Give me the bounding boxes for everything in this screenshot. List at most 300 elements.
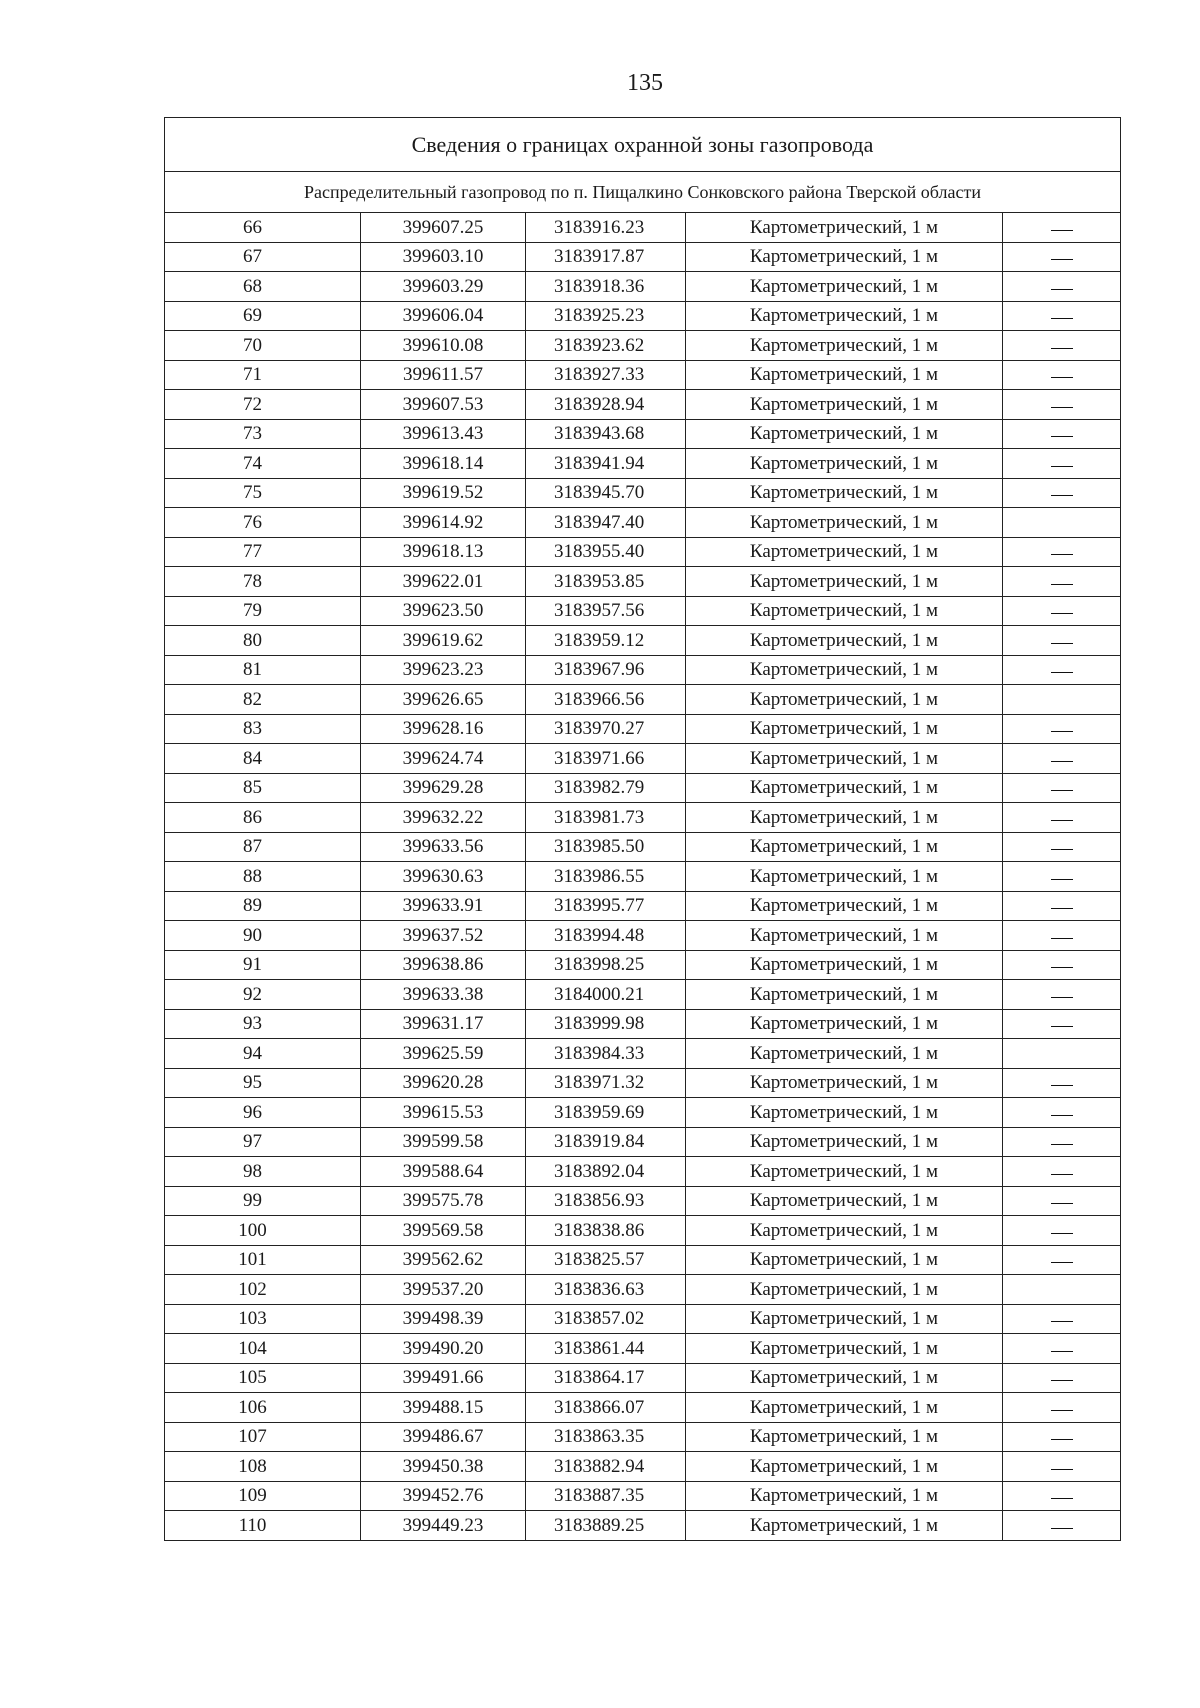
- dash-mark: [1051, 1410, 1073, 1411]
- note-cell: [1003, 862, 1121, 892]
- note-cell: [1003, 714, 1121, 744]
- table-row: [165, 1304, 1121, 1334]
- method-cell: Картометрический, 1 м: [686, 832, 1003, 862]
- note-cell: [1003, 478, 1121, 508]
- y-coordinate-cell: 3183838.86: [526, 1216, 686, 1246]
- dash-mark: [1051, 613, 1073, 614]
- method-cell: Картометрический, 1 м: [686, 1275, 1003, 1305]
- point-number-cell: 79: [165, 596, 361, 626]
- y-coordinate-cell: 3183892.04: [526, 1157, 686, 1187]
- dash-mark: [1051, 1144, 1073, 1145]
- method-cell: Картометрический, 1 м: [686, 1098, 1003, 1128]
- dash-mark: [1051, 318, 1073, 319]
- table-row: [165, 1098, 1121, 1128]
- note-cell: [1003, 1127, 1121, 1157]
- table-subtitle-row: [165, 172, 1121, 213]
- dash-mark: [1051, 643, 1073, 644]
- dash-mark: [1051, 731, 1073, 732]
- x-coordinate-cell: 399614.92: [361, 508, 526, 538]
- note-cell: [1003, 1009, 1121, 1039]
- method-cell: Картометрический, 1 м: [686, 1481, 1003, 1511]
- method-cell: Картометрический, 1 м: [686, 950, 1003, 980]
- point-number-cell: 96: [165, 1098, 361, 1128]
- y-coordinate-cell: 3183919.84: [526, 1127, 686, 1157]
- point-number-cell: 69: [165, 301, 361, 331]
- point-number-cell: 100: [165, 1216, 361, 1246]
- y-coordinate-cell: 3183995.77: [526, 891, 686, 921]
- point-number-cell: 109: [165, 1481, 361, 1511]
- x-coordinate-cell: 399450.38: [361, 1452, 526, 1482]
- table-row: [165, 331, 1121, 361]
- y-coordinate-cell: 3183943.68: [526, 419, 686, 449]
- note-cell: [1003, 921, 1121, 951]
- table-row: [165, 862, 1121, 892]
- y-coordinate-cell: 3183866.07: [526, 1393, 686, 1423]
- note-cell: [1003, 744, 1121, 774]
- y-coordinate-cell: 3183982.79: [526, 773, 686, 803]
- point-number-cell: 83: [165, 714, 361, 744]
- method-cell: Картометрический, 1 м: [686, 1216, 1003, 1246]
- point-number-cell: 87: [165, 832, 361, 862]
- note-cell: [1003, 891, 1121, 921]
- x-coordinate-cell: 399628.16: [361, 714, 526, 744]
- method-cell: Картометрический, 1 м: [686, 272, 1003, 302]
- table-row: [165, 1009, 1121, 1039]
- note-cell: [1003, 508, 1121, 538]
- note-cell: [1003, 950, 1121, 980]
- y-coordinate-cell: 3183998.25: [526, 950, 686, 980]
- method-cell: Картометрический, 1 м: [686, 1422, 1003, 1452]
- dash-mark: [1051, 436, 1073, 437]
- x-coordinate-cell: 399613.43: [361, 419, 526, 449]
- x-coordinate-cell: 399537.20: [361, 1275, 526, 1305]
- dash-mark: [1051, 1026, 1073, 1027]
- x-coordinate-cell: 399606.04: [361, 301, 526, 331]
- y-coordinate-cell: 3183986.55: [526, 862, 686, 892]
- x-coordinate-cell: 399607.53: [361, 390, 526, 420]
- method-cell: Картометрический, 1 м: [686, 1393, 1003, 1423]
- point-number-cell: 85: [165, 773, 361, 803]
- point-number-cell: 91: [165, 950, 361, 980]
- method-cell: Картометрический, 1 м: [686, 980, 1003, 1010]
- x-coordinate-cell: 399488.15: [361, 1393, 526, 1423]
- note-cell: [1003, 1452, 1121, 1482]
- table-row: [165, 1334, 1121, 1364]
- y-coordinate-cell: 3183941.94: [526, 449, 686, 479]
- point-number-cell: 86: [165, 803, 361, 833]
- x-coordinate-cell: 399490.20: [361, 1334, 526, 1364]
- note-cell: [1003, 567, 1121, 597]
- method-cell: Картометрический, 1 м: [686, 1334, 1003, 1364]
- note-cell: [1003, 832, 1121, 862]
- dash-mark: [1051, 230, 1073, 231]
- table-row: [165, 1452, 1121, 1482]
- point-number-cell: 76: [165, 508, 361, 538]
- point-number-cell: 97: [165, 1127, 361, 1157]
- y-coordinate-cell: 3183971.32: [526, 1068, 686, 1098]
- point-number-cell: 89: [165, 891, 361, 921]
- table-row: [165, 891, 1121, 921]
- method-cell: Картометрический, 1 м: [686, 1068, 1003, 1098]
- y-coordinate-cell: 3183923.62: [526, 331, 686, 361]
- method-cell: Картометрический, 1 м: [686, 685, 1003, 715]
- table-row: [165, 390, 1121, 420]
- note-cell: [1003, 301, 1121, 331]
- point-number-cell: 81: [165, 655, 361, 685]
- table-row: [165, 360, 1121, 390]
- x-coordinate-cell: 399619.62: [361, 626, 526, 656]
- y-coordinate-cell: 3183999.98: [526, 1009, 686, 1039]
- method-cell: Картометрический, 1 м: [686, 449, 1003, 479]
- method-cell: Картометрический, 1 м: [686, 803, 1003, 833]
- note-cell: [1003, 655, 1121, 685]
- y-coordinate-cell: 3183863.35: [526, 1422, 686, 1452]
- point-number-cell: 104: [165, 1334, 361, 1364]
- note-cell: [1003, 1157, 1121, 1187]
- x-coordinate-cell: 399637.52: [361, 921, 526, 951]
- table-row: [165, 773, 1121, 803]
- dash-mark: [1051, 495, 1073, 496]
- point-number-cell: 84: [165, 744, 361, 774]
- method-cell: Картометрический, 1 м: [686, 301, 1003, 331]
- dash-mark: [1051, 1115, 1073, 1116]
- note-cell: [1003, 1422, 1121, 1452]
- dash-mark: [1051, 1085, 1073, 1086]
- x-coordinate-cell: 399607.25: [361, 213, 526, 243]
- note-cell: [1003, 1304, 1121, 1334]
- x-coordinate-cell: 399575.78: [361, 1186, 526, 1216]
- table-title-row: [165, 118, 1121, 172]
- table-row: [165, 419, 1121, 449]
- note-cell: [1003, 1275, 1121, 1305]
- method-cell: Картометрический, 1 м: [686, 655, 1003, 685]
- dash-mark: [1051, 1351, 1073, 1352]
- point-number-cell: 92: [165, 980, 361, 1010]
- note-cell: [1003, 685, 1121, 715]
- y-coordinate-cell: 3183882.94: [526, 1452, 686, 1482]
- y-coordinate-cell: 3183887.35: [526, 1481, 686, 1511]
- table-row: [165, 596, 1121, 626]
- x-coordinate-cell: 399611.57: [361, 360, 526, 390]
- x-coordinate-cell: 399618.13: [361, 537, 526, 567]
- method-cell: Картометрический, 1 м: [686, 773, 1003, 803]
- y-coordinate-cell: 3183925.23: [526, 301, 686, 331]
- dash-mark: [1051, 1262, 1073, 1263]
- dash-mark: [1051, 997, 1073, 998]
- point-number-cell: 98: [165, 1157, 361, 1187]
- method-cell: Картометрический, 1 м: [686, 921, 1003, 951]
- dash-mark: [1051, 938, 1073, 939]
- method-cell: Картометрический, 1 м: [686, 1511, 1003, 1541]
- method-cell: Картометрический, 1 м: [686, 862, 1003, 892]
- note-cell: [1003, 449, 1121, 479]
- note-cell: [1003, 596, 1121, 626]
- dash-mark: [1051, 377, 1073, 378]
- y-coordinate-cell: 3183889.25: [526, 1511, 686, 1541]
- x-coordinate-cell: 399491.66: [361, 1363, 526, 1393]
- point-number-cell: 102: [165, 1275, 361, 1305]
- boundary-table: [164, 117, 1121, 1541]
- method-cell: Картометрический, 1 м: [686, 1009, 1003, 1039]
- point-number-cell: 78: [165, 567, 361, 597]
- y-coordinate-cell: 3183861.44: [526, 1334, 686, 1364]
- dash-mark: [1051, 407, 1073, 408]
- table-row: [165, 626, 1121, 656]
- table-row: [165, 1039, 1121, 1069]
- x-coordinate-cell: 399632.22: [361, 803, 526, 833]
- x-coordinate-cell: 399588.64: [361, 1157, 526, 1187]
- y-coordinate-cell: 3183953.85: [526, 567, 686, 597]
- point-number-cell: 67: [165, 242, 361, 272]
- note-cell: [1003, 1098, 1121, 1128]
- x-coordinate-cell: 399626.65: [361, 685, 526, 715]
- x-coordinate-cell: 399569.58: [361, 1216, 526, 1246]
- method-cell: Картометрический, 1 м: [686, 714, 1003, 744]
- y-coordinate-cell: 3183836.63: [526, 1275, 686, 1305]
- table-row: [165, 685, 1121, 715]
- note-cell: [1003, 419, 1121, 449]
- y-coordinate-cell: 3183985.50: [526, 832, 686, 862]
- dash-mark: [1051, 849, 1073, 850]
- y-coordinate-cell: 3183981.73: [526, 803, 686, 833]
- dash-mark: [1051, 1528, 1073, 1529]
- method-cell: Картометрический, 1 м: [686, 478, 1003, 508]
- x-coordinate-cell: 399625.59: [361, 1039, 526, 1069]
- x-coordinate-cell: 399452.76: [361, 1481, 526, 1511]
- table-row: [165, 242, 1121, 272]
- table-row: [165, 921, 1121, 951]
- dash-mark: [1051, 289, 1073, 290]
- y-coordinate-cell: 3183970.27: [526, 714, 686, 744]
- note-cell: [1003, 1393, 1121, 1423]
- method-cell: Картометрический, 1 м: [686, 744, 1003, 774]
- method-cell: Картометрический, 1 м: [686, 1127, 1003, 1157]
- table-row: [165, 1422, 1121, 1452]
- table-row: [165, 213, 1121, 243]
- table-row: [165, 1186, 1121, 1216]
- point-number-cell: 73: [165, 419, 361, 449]
- method-cell: Картометрический, 1 м: [686, 1452, 1003, 1482]
- x-coordinate-cell: 399449.23: [361, 1511, 526, 1541]
- x-coordinate-cell: 399562.62: [361, 1245, 526, 1275]
- x-coordinate-cell: 399633.91: [361, 891, 526, 921]
- note-cell: [1003, 1216, 1121, 1246]
- point-number-cell: 108: [165, 1452, 361, 1482]
- note-cell: [1003, 1511, 1121, 1541]
- dash-mark: [1051, 1203, 1073, 1204]
- point-number-cell: 77: [165, 537, 361, 567]
- table-subtitle: Распределительный газопровод по п. Пищалкино Сонковского района Тверской области: [165, 172, 1121, 213]
- dash-mark: [1051, 672, 1073, 673]
- y-coordinate-cell: 3183916.23: [526, 213, 686, 243]
- method-cell: Картометрический, 1 м: [686, 419, 1003, 449]
- dash-mark: [1051, 967, 1073, 968]
- dash-mark: [1051, 879, 1073, 880]
- y-coordinate-cell: 3183957.56: [526, 596, 686, 626]
- table-row: [165, 655, 1121, 685]
- x-coordinate-cell: 399623.50: [361, 596, 526, 626]
- x-coordinate-cell: 399486.67: [361, 1422, 526, 1452]
- point-number-cell: 71: [165, 360, 361, 390]
- y-coordinate-cell: 3183918.36: [526, 272, 686, 302]
- table-row: [165, 1216, 1121, 1246]
- method-cell: Картометрический, 1 м: [686, 390, 1003, 420]
- point-number-cell: 93: [165, 1009, 361, 1039]
- dash-mark: [1051, 554, 1073, 555]
- note-cell: [1003, 773, 1121, 803]
- note-cell: [1003, 213, 1121, 243]
- method-cell: Картометрический, 1 м: [686, 1363, 1003, 1393]
- table-row: [165, 301, 1121, 331]
- table-row: [165, 1157, 1121, 1187]
- y-coordinate-cell: 3183857.02: [526, 1304, 686, 1334]
- table-row: [165, 1245, 1121, 1275]
- note-cell: [1003, 390, 1121, 420]
- note-cell: [1003, 272, 1121, 302]
- table-row: [165, 1275, 1121, 1305]
- method-cell: Картометрический, 1 м: [686, 567, 1003, 597]
- point-number-cell: 66: [165, 213, 361, 243]
- x-coordinate-cell: 399619.52: [361, 478, 526, 508]
- note-cell: [1003, 242, 1121, 272]
- dash-mark: [1051, 584, 1073, 585]
- dash-mark: [1051, 1439, 1073, 1440]
- note-cell: [1003, 1481, 1121, 1511]
- dash-mark: [1051, 1380, 1073, 1381]
- y-coordinate-cell: 3183945.70: [526, 478, 686, 508]
- point-number-cell: 80: [165, 626, 361, 656]
- y-coordinate-cell: 3183856.93: [526, 1186, 686, 1216]
- point-number-cell: 72: [165, 390, 361, 420]
- y-coordinate-cell: 3183955.40: [526, 537, 686, 567]
- page-number: 135: [627, 70, 663, 96]
- dash-mark: [1051, 1321, 1073, 1322]
- x-coordinate-cell: 399631.17: [361, 1009, 526, 1039]
- x-coordinate-cell: 399630.63: [361, 862, 526, 892]
- table-row: [165, 714, 1121, 744]
- method-cell: Картометрический, 1 м: [686, 1245, 1003, 1275]
- table-row: [165, 1068, 1121, 1098]
- x-coordinate-cell: 399615.53: [361, 1098, 526, 1128]
- table-row: [165, 980, 1121, 1010]
- table-row: [165, 478, 1121, 508]
- dash-mark: [1051, 348, 1073, 349]
- dash-mark: [1051, 790, 1073, 791]
- x-coordinate-cell: 399498.39: [361, 1304, 526, 1334]
- note-cell: [1003, 1068, 1121, 1098]
- point-number-cell: 95: [165, 1068, 361, 1098]
- table-row: [165, 537, 1121, 567]
- point-number-cell: 74: [165, 449, 361, 479]
- point-number-cell: 101: [165, 1245, 361, 1275]
- note-cell: [1003, 980, 1121, 1010]
- y-coordinate-cell: 3183966.56: [526, 685, 686, 715]
- point-number-cell: 75: [165, 478, 361, 508]
- y-coordinate-cell: 3183959.12: [526, 626, 686, 656]
- x-coordinate-cell: 399618.14: [361, 449, 526, 479]
- table-row: [165, 272, 1121, 302]
- table-row: [165, 1481, 1121, 1511]
- note-cell: [1003, 1245, 1121, 1275]
- y-coordinate-cell: 3183984.33: [526, 1039, 686, 1069]
- method-cell: Картометрический, 1 м: [686, 508, 1003, 538]
- method-cell: Картометрический, 1 м: [686, 1304, 1003, 1334]
- x-coordinate-cell: 399623.23: [361, 655, 526, 685]
- point-number-cell: 90: [165, 921, 361, 951]
- point-number-cell: 94: [165, 1039, 361, 1069]
- y-coordinate-cell: 3183967.96: [526, 655, 686, 685]
- point-number-cell: 105: [165, 1363, 361, 1393]
- method-cell: Картометрический, 1 м: [686, 891, 1003, 921]
- y-coordinate-cell: 3184000.21: [526, 980, 686, 1010]
- dash-mark: [1051, 1174, 1073, 1175]
- y-coordinate-cell: 3183947.40: [526, 508, 686, 538]
- method-cell: Картометрический, 1 м: [686, 242, 1003, 272]
- y-coordinate-cell: 3183917.87: [526, 242, 686, 272]
- method-cell: Картометрический, 1 м: [686, 213, 1003, 243]
- dash-mark: [1051, 1469, 1073, 1470]
- method-cell: Картометрический, 1 м: [686, 1157, 1003, 1187]
- method-cell: Картометрический, 1 м: [686, 626, 1003, 656]
- dash-mark: [1051, 761, 1073, 762]
- y-coordinate-cell: 3183994.48: [526, 921, 686, 951]
- method-cell: Картометрический, 1 м: [686, 596, 1003, 626]
- note-cell: [1003, 803, 1121, 833]
- dash-mark: [1051, 1498, 1073, 1499]
- point-number-cell: 106: [165, 1393, 361, 1423]
- note-cell: [1003, 537, 1121, 567]
- table-row: [165, 744, 1121, 774]
- point-number-cell: 68: [165, 272, 361, 302]
- table-title: Сведения о границах охранной зоны газопровода: [165, 118, 1121, 172]
- point-number-cell: 88: [165, 862, 361, 892]
- x-coordinate-cell: 399638.86: [361, 950, 526, 980]
- x-coordinate-cell: 399629.28: [361, 773, 526, 803]
- note-cell: [1003, 1334, 1121, 1364]
- note-cell: [1003, 360, 1121, 390]
- x-coordinate-cell: 399610.08: [361, 331, 526, 361]
- dash-mark: [1051, 466, 1073, 467]
- point-number-cell: 82: [165, 685, 361, 715]
- x-coordinate-cell: 399624.74: [361, 744, 526, 774]
- x-coordinate-cell: 399603.10: [361, 242, 526, 272]
- y-coordinate-cell: 3183959.69: [526, 1098, 686, 1128]
- note-cell: [1003, 626, 1121, 656]
- note-cell: [1003, 1186, 1121, 1216]
- point-number-cell: 110: [165, 1511, 361, 1541]
- y-coordinate-cell: 3183927.33: [526, 360, 686, 390]
- table-row: [165, 508, 1121, 538]
- x-coordinate-cell: 399599.58: [361, 1127, 526, 1157]
- table-row: [165, 1127, 1121, 1157]
- method-cell: Картометрический, 1 м: [686, 331, 1003, 361]
- note-cell: [1003, 331, 1121, 361]
- dash-mark: [1051, 908, 1073, 909]
- dash-mark: [1051, 259, 1073, 260]
- table-row: [165, 950, 1121, 980]
- x-coordinate-cell: 399633.38: [361, 980, 526, 1010]
- y-coordinate-cell: 3183971.66: [526, 744, 686, 774]
- table-row: [165, 1363, 1121, 1393]
- method-cell: Картометрический, 1 м: [686, 537, 1003, 567]
- point-number-cell: 70: [165, 331, 361, 361]
- x-coordinate-cell: 399633.56: [361, 832, 526, 862]
- method-cell: Картометрический, 1 м: [686, 1039, 1003, 1069]
- point-number-cell: 99: [165, 1186, 361, 1216]
- point-number-cell: 107: [165, 1422, 361, 1452]
- table-row: [165, 832, 1121, 862]
- table-row: [165, 1511, 1121, 1541]
